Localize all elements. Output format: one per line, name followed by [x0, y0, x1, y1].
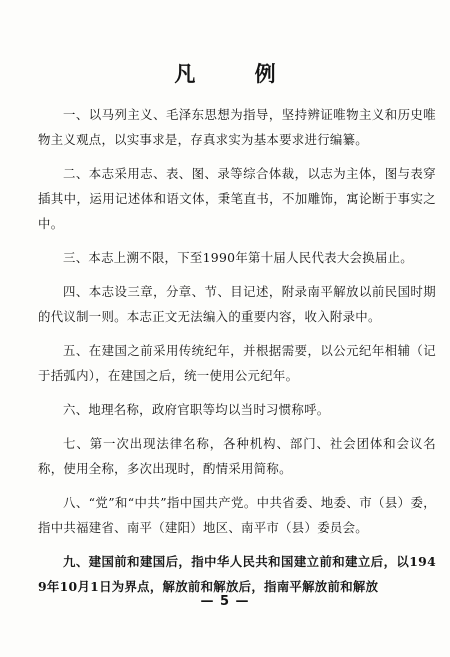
rule-item-1: 一、以马列主义、毛泽东思想为指导，坚持辨证唯物主义和历史唯物主义观点，以实事求是，存真求实为基本要求进行编纂。	[38, 107, 436, 147]
rule-item-7: 七、第一次出现法律名称，各种机构、部门、社会团体和会议名称，使用全称，多次出现时，酌情采用简称。	[38, 436, 436, 476]
page-number: — 5 —	[200, 594, 250, 609]
rules-list	[38, 102, 436, 608]
rule-item-8: 八、“党”和“中共”指中国共产党。中共省委、地委、市（县）委，指中共福建省、南平（建阳）地区、南平市（县）委员会。	[38, 495, 436, 535]
page-title: 凡 例	[174, 62, 302, 86]
rule-item-2: 二、本志采用志、表、图、录等综合体裁，以志为主体，图与表穿插其中，运用记述体和语文体，秉笔直书，不加雕饰，寓论断于事实之中。	[38, 166, 436, 231]
rule-item-3: 三、本志上溯不限，下至1990年第十届人民代表大会换届止。	[63, 250, 413, 265]
rule-item-4: 四、本志设三章，分章、节、目记述，附录南平解放以前民国时期的代议制一则。本志正文无法编入的重要内容，收入附录中。	[38, 284, 436, 324]
rule-item-6: 六、地理名称，政府官职等均以当时习惯称呼。	[63, 402, 330, 417]
rule-item-5: 五、在建国之前采用传统纪年，并根据需要，以公元纪年相辅（记于括弧内），在建国之后，统一使用公元纪年。	[38, 343, 436, 383]
rule-item-9: 九、建国前和建国后，指中华人民共和国建立前和建立后，以1949年10月1日为界点，解放前和解放后，指南平解放前和解放	[38, 554, 436, 594]
